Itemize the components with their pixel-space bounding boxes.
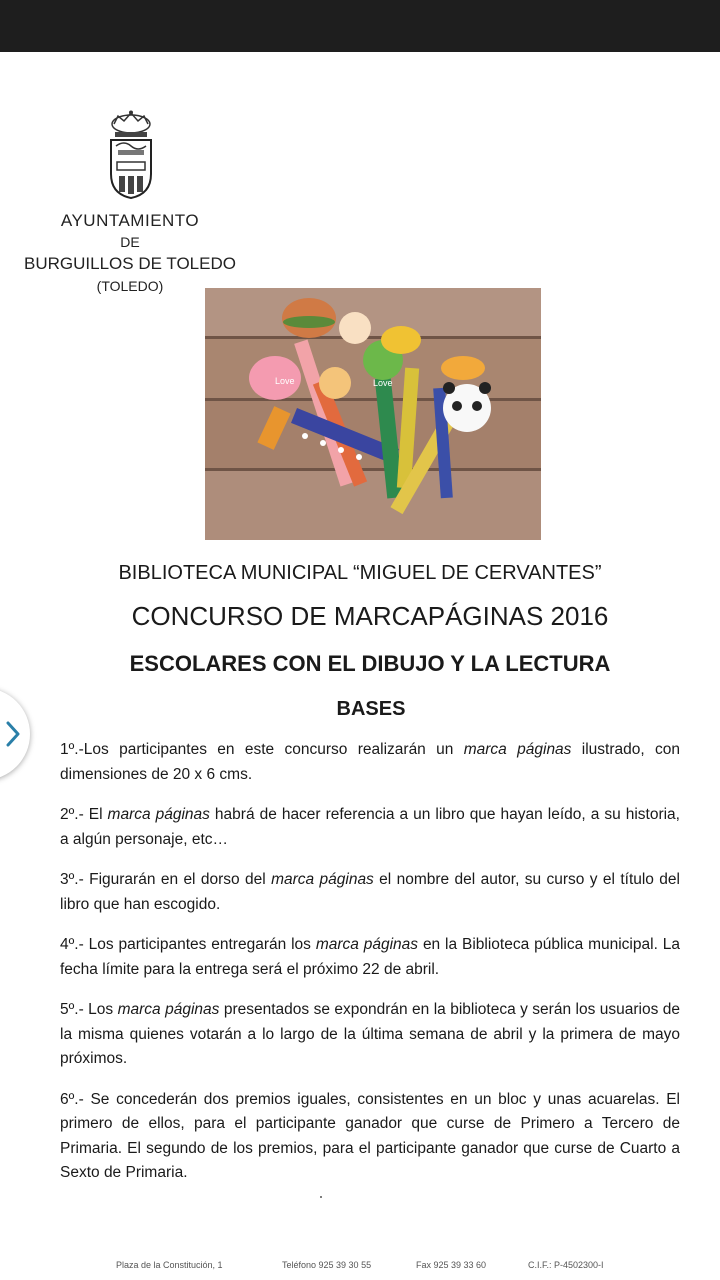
footer-cif: C.I.F.: P-4502300-I [528, 1260, 604, 1270]
org-line-3: BURGUILLOS DE TOLEDO [24, 254, 236, 273]
rule-2 [60, 803, 680, 852]
bookmarks-photo [205, 288, 541, 540]
chevron-right-icon [6, 721, 20, 747]
rule-3 [60, 868, 680, 917]
rule-4-text-b: en la Biblioteca pública municipal. La fecha límite para la entrega será el próximo 22 de abril. [60, 936, 680, 978]
org-line-1: AYUNTAMIENTO [60, 211, 200, 230]
rule-1-text-b: ilustrado, con dimensiones de 20 x 6 cms. [60, 741, 680, 783]
rule-2-emphasis: marca páginas [107, 806, 210, 823]
bookmark-love-text-2: Love [373, 378, 393, 388]
rule-3-text-b: el nombre del autor, su curso y el título del libro que han escogido. [60, 871, 680, 913]
rules-list [60, 738, 680, 1202]
rule-1 [60, 738, 680, 787]
rule-4 [60, 933, 680, 982]
rule-5 [60, 998, 680, 1072]
rule-2-text-b: habrá de hacer referencia a un libro que hayan leído, a su historia, a algún personaje, etc… [60, 806, 680, 848]
footer-fax: Fax 925 39 33 60 [416, 1260, 487, 1270]
org-line-2: DE [120, 234, 140, 250]
library-title: BIBLIOTECA MUNICIPAL “MIGUEL DE CERVANTES” [118, 562, 602, 584]
rule-3-emphasis: marca páginas [271, 871, 374, 888]
rule-4-text-a: 4º.- Los participantes entregarán los [60, 936, 316, 953]
rule-2-text-a: 2º.- El [60, 806, 108, 823]
rule-1-text-a: 1º.-Los participantes en este concurso realizarán un [60, 741, 464, 758]
rule-5-text-a: 5º.- Los [60, 1001, 118, 1018]
coat-of-arms-icon [108, 110, 154, 200]
rule-1-emphasis: marca páginas [463, 741, 572, 758]
footer-address: Plaza de la Constitución, 1 [116, 1260, 223, 1270]
bookmark-love-text-1: Love [275, 376, 295, 386]
top-status-bar [0, 0, 720, 52]
bases-heading: BASES [336, 698, 406, 720]
rule-4-emphasis: marca páginas [315, 936, 419, 953]
rule-6-text-a: 6º.- Se concederán dos premios iguales, consistentes en un bloc y unas acuarelas. El primero de ellos, para el participante ganador que curse de Primero a Tercero de Primaria. El segundo de los premios, para el participante ganador que curse de Cuarto a Sexto de Primaria. [60, 1090, 680, 1181]
contest-subtitle: ESCOLARES CON EL DIBUJO Y LA LECTURA [129, 651, 611, 676]
contest-title: CONCURSO DE MARCAPÁGINAS 2016 [131, 601, 609, 631]
rule-3-text-a: 3º.- Figurarán en el dorso del [60, 871, 272, 888]
letterhead-footer [0, 1260, 720, 1276]
rule-5-emphasis: marca páginas [117, 1001, 220, 1018]
org-line-4: (TOLEDO) [96, 278, 164, 294]
rule-6 [60, 1088, 680, 1186]
rule-5-text-b: presentados se expondrán en la biblioteca y serán los usuarios de la misma quienes votarán a lo largo de la última semana de abril y la primera de mayo próximos. [60, 1001, 681, 1067]
footer-phone: Teléfono 925 39 30 55 [282, 1260, 372, 1270]
stray-dot [320, 1196, 322, 1198]
organization-name [10, 210, 250, 296]
